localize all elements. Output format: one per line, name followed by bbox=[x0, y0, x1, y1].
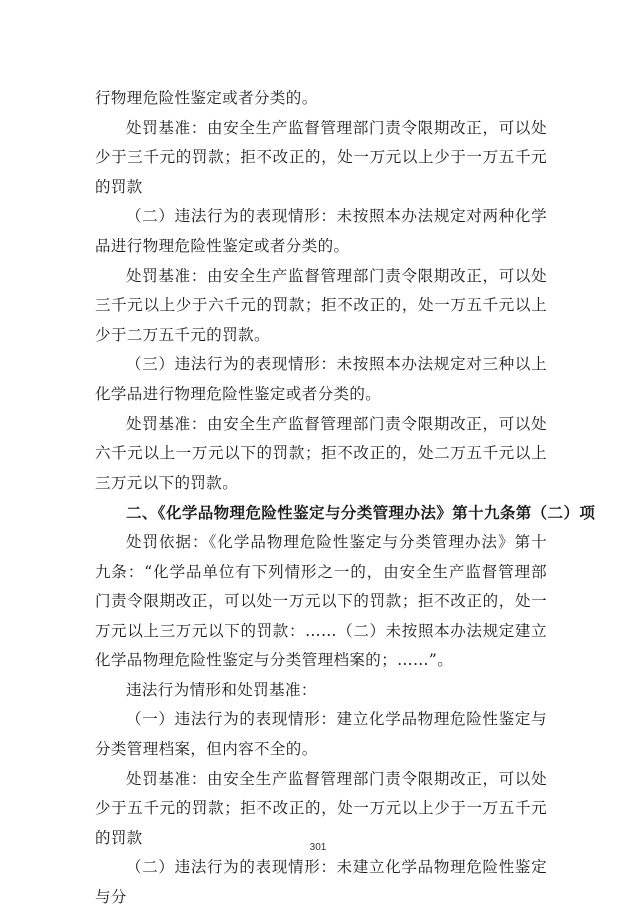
paragraph-penalty-standard: 处罚基准：由安全生产监督管理部门责令限期改正，可以处少于三千元的罚款；拒不改正的，处一万元以上少于一万五千元的罚款 bbox=[95, 118, 547, 196]
paragraph-penalty-standard: 处罚基准：由安全生产监督管理部门责令限期改正，可以处三千元以上少于六千元的罚款；拒不改正的，处一万五千元以上少于二万五千元的罚款。 bbox=[95, 266, 547, 344]
paragraph-violation-case: （一）违法行为的表现情形：建立化学品物理危险性鉴定与分类管理档案，但内容不全的。 bbox=[95, 710, 547, 759]
paragraph-penalty-standard: 处罚基准：由安全生产监督管理部门责令限期改正，可以处六千元以上一万元以下的罚款；拒不改正的，处二万五千元以上三万元以下的罚款。 bbox=[95, 414, 547, 492]
page-number: 301 bbox=[309, 842, 327, 853]
paragraph-violation-case: （三）违法行为的表现情形：未按照本办法规定对三种以上化学品进行物理危险性鉴定或者分类的。 bbox=[95, 355, 547, 403]
section-heading: 二、《化学品物理危险性鉴定与分类管理办法》第十九条第（二）项 bbox=[126, 503, 596, 523]
paragraph-violation-case: （二）违法行为的表现情形：未按照本办法规定对两种化学品进行物理危险性鉴定或者分类的。 bbox=[95, 207, 547, 255]
document-body bbox=[95, 84, 596, 913]
paragraph-continuation: 行物理危险性鉴定或者分类的。 bbox=[95, 89, 318, 107]
paragraph-penalty-standard: 处罚基准：由安全生产监督管理部门责令限期改正，可以处少于五千元的罚款；拒不改正的，处一万元以上少于一万五千元的罚款 bbox=[95, 769, 547, 847]
paragraph-penalty-basis: 处罚依据：《化学品物理危险性鉴定与分类管理办法》第十九条：“化学品单位有下列情形之一的，由安全生产监督管理部门责令限期改正，可以处一万元以下的罚款；拒不改正的，处一万元以上三万元以下的罚款：……（二）未按照本办法规定建立化学品物理危险性鉴定与分类管理档案的；……”。 bbox=[95, 532, 547, 670]
paragraph-violation-case: （二）违法行为的表现情形：未建立化学品物理危险性鉴定与分 bbox=[95, 858, 547, 907]
paragraph-subheading: 违法行为情形和处罚基准： bbox=[126, 680, 317, 699]
